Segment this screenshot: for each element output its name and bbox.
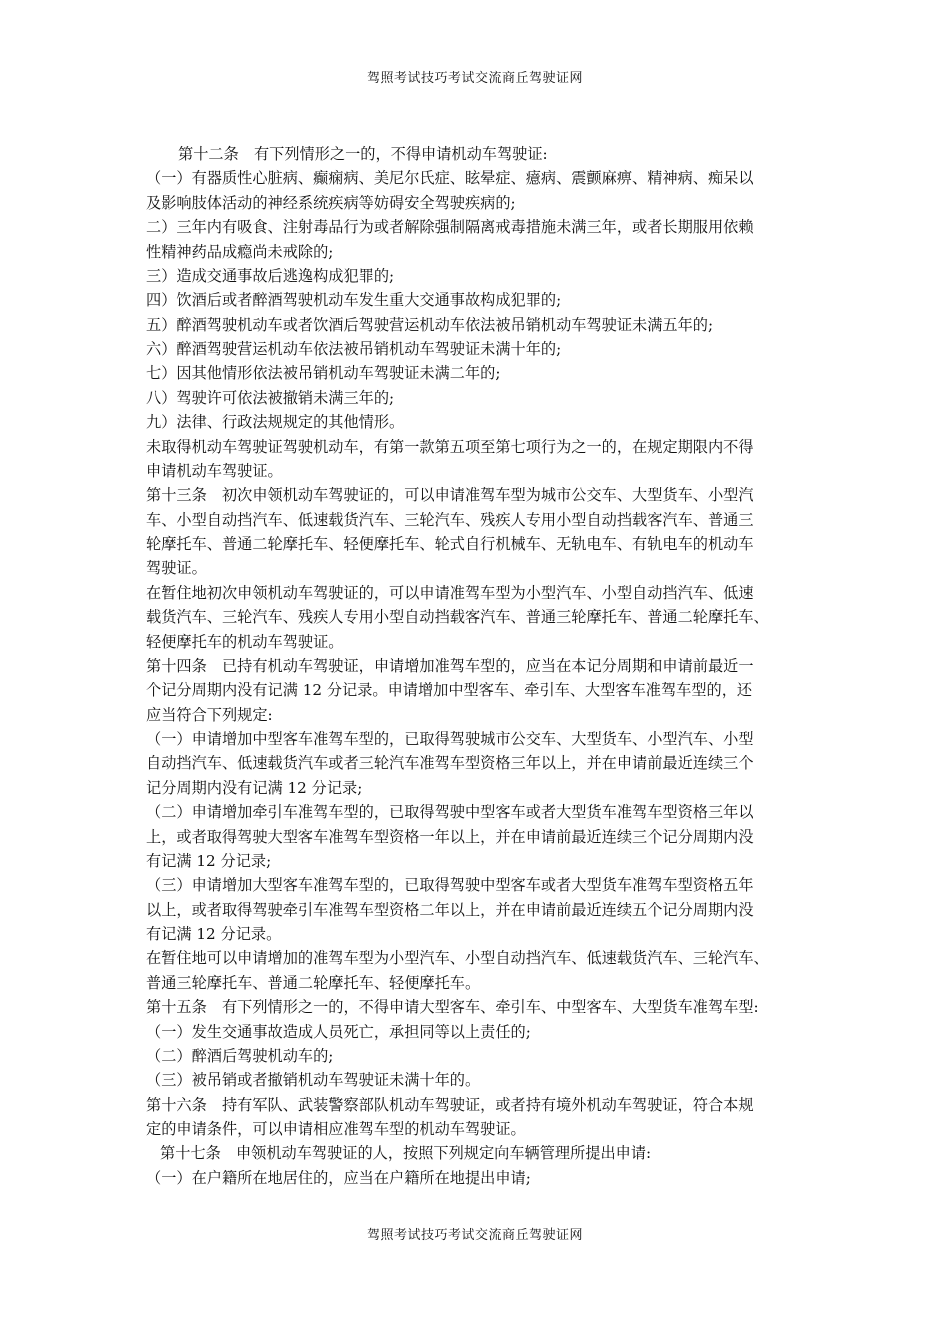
text-line: 及影响肢体活动的神经系统疾病等妨碍安全驾驶疾病的;: [146, 193, 516, 212]
text-line: 九）法律、行政法规规定的其他情形。: [146, 413, 405, 432]
text-line: 性精神药品成瘾尚未戒除的;: [146, 242, 334, 261]
page-header: [0, 70, 950, 88]
text-line: （一）在户籍所在地居住的，应当在户籍所在地提出申请;: [146, 1168, 531, 1187]
text-line: 第十五条 有下列情形之一的，不得申请大型客车、牵引车、中型客车、大型货车准驾车型:: [146, 998, 759, 1017]
text-line: 记分周期内没有记满 12 分记录;: [146, 778, 363, 797]
text-line: 有记满 12 分记录。: [146, 925, 282, 943]
text-line: （三）申请增加大型客车准驾车型的，已取得驾驶中型客车或者大型货车准驾车型资格五年: [146, 876, 754, 895]
text-line: 八）驾驶许可依法被撤销未满三年的;: [146, 388, 395, 407]
text-line: 自动挡汽车、低速载货汽车或者三轮汽车准驾车型资格三年以上，并在申请前最近连续三个: [146, 754, 754, 773]
text-line: 五）醉酒驾驶机动车或者饮酒后驾驶营运机动车依法被吊销机动车驾驶证未满五年的;: [146, 315, 714, 334]
text-line: （一）申请增加中型客车准驾车型的，已取得驾驶城市公交车、大型货车、小型汽车、小型: [146, 730, 754, 748]
text-line: 在暂住地可以申请增加的准驾车型为小型汽车、小型自动挡汽车、低速载货汽车、三轮汽车、: [146, 949, 769, 968]
text-line: （一）有器质性心脏病、癫痫病、美尼尔氏症、眩晕症、癔病、震颤麻痹、精神病、痴呆以: [146, 169, 754, 188]
text-line: 六）醉酒驾驶营运机动车依法被吊销机动车驾驶证未满十年的;: [146, 340, 562, 358]
document-body: [146, 142, 806, 1190]
header-text: 驾照考试技巧考试交流商丘驾驶证网: [366, 71, 583, 86]
text-line: （一）发生交通事故造成人员死亡，承担同等以上责任的;: [146, 1022, 531, 1041]
text-line: 上，或者取得驾驶大型客车准驾车型资格一年以上，并在申请前最近连续三个记分周期内没: [146, 827, 754, 846]
text-line: 以上，或者取得驾驶牵引车准驾车型资格二年以上，并在申请前最近连续五个记分周期内没: [146, 900, 754, 919]
text-line: 轮摩托车、普通二轮摩托车、轻便摩托车、轮式自行机械车、无轨电车、有轨电车的机动车: [146, 535, 754, 553]
text-line: 七）因其他情形依法被吊销机动车驾驶证未满二年的;: [146, 364, 501, 383]
text-line: 申请机动车驾驶证。: [146, 461, 283, 480]
text-line: 在暂住地初次申领机动车驾驶证的，可以申请准驾车型为小型汽车、小型自动挡汽车、低速: [146, 583, 754, 602]
text-line: 驾驶证。: [146, 559, 207, 578]
text-line: （二）醉酒后驾驶机动车的;: [146, 1046, 334, 1065]
text-line: 未取得机动车驾驶证驾驶机动车，有第一款第五项至第七项行为之一的，在规定期限内不得: [146, 437, 754, 456]
text-line: 普通三轮摩托车、普通二轮摩托车、轻便摩托车。: [146, 973, 481, 992]
text-line: 车、小型自动挡汽车、低速载货汽车、三轮汽车、残疾人专用小型自动挡载客汽车、普通三: [146, 510, 754, 529]
text-line: 第十二条 有下列情形之一的，不得申请机动车驾驶证:: [178, 145, 548, 163]
text-line: 四）饮酒后或者醉酒驾驶机动车发生重大交通事故构成犯罪的;: [146, 291, 562, 310]
text-line: 个记分周期内没有记满 12 分记录。申请增加中型客车、牵引车、大型客车准驾车型的，还: [146, 681, 753, 700]
text-line: （二）申请增加牵引车准驾车型的，已取得驾驶中型客车或者大型货车准驾车型资格三年以: [146, 803, 754, 822]
footer-text: 驾照考试技巧考试交流商丘驾驶证网: [366, 1228, 583, 1243]
text-line: 载货汽车、三轮汽车、残疾人专用小型自动挡载客汽车、普通三轮摩托车、普通二轮摩托车、: [146, 608, 769, 627]
text-line: 第十六条 持有军队、武装警察部队机动车驾驶证，或者持有境外机动车驾驶证，符合本规: [146, 1095, 754, 1114]
text-line: 三）造成交通事故后逃逸构成犯罪的;: [146, 266, 395, 285]
page-footer: [0, 1227, 950, 1245]
text-line: （三）被吊销或者撤销机动车驾驶证未满十年的。: [146, 1071, 481, 1090]
text-line: 二）三年内有吸食、注射毒品行为或者解除强制隔离戒毒措施未满三年，或者长期服用依赖: [146, 218, 754, 237]
text-line: 轻便摩托车的机动车驾驶证。: [146, 632, 344, 651]
text-line: 应当符合下列规定:: [146, 705, 273, 724]
text-line: 第十三条 初次申领机动车驾驶证的，可以申请准驾车型为城市公交车、大型货车、小型汽: [146, 486, 754, 505]
text-line: 第十四条 已持有机动车驾驶证，申请增加准驾车型的，应当在本记分周期和申请前最近一: [146, 656, 754, 675]
text-line: 定的申请条件，可以申请相应准驾车型的机动车驾驶证。: [146, 1120, 526, 1138]
text-line: 第十七条 申领机动车驾驶证的人，按照下列规定向车辆管理所提出申请:: [160, 1144, 652, 1163]
text-line: 有记满 12 分记录;: [146, 851, 272, 870]
